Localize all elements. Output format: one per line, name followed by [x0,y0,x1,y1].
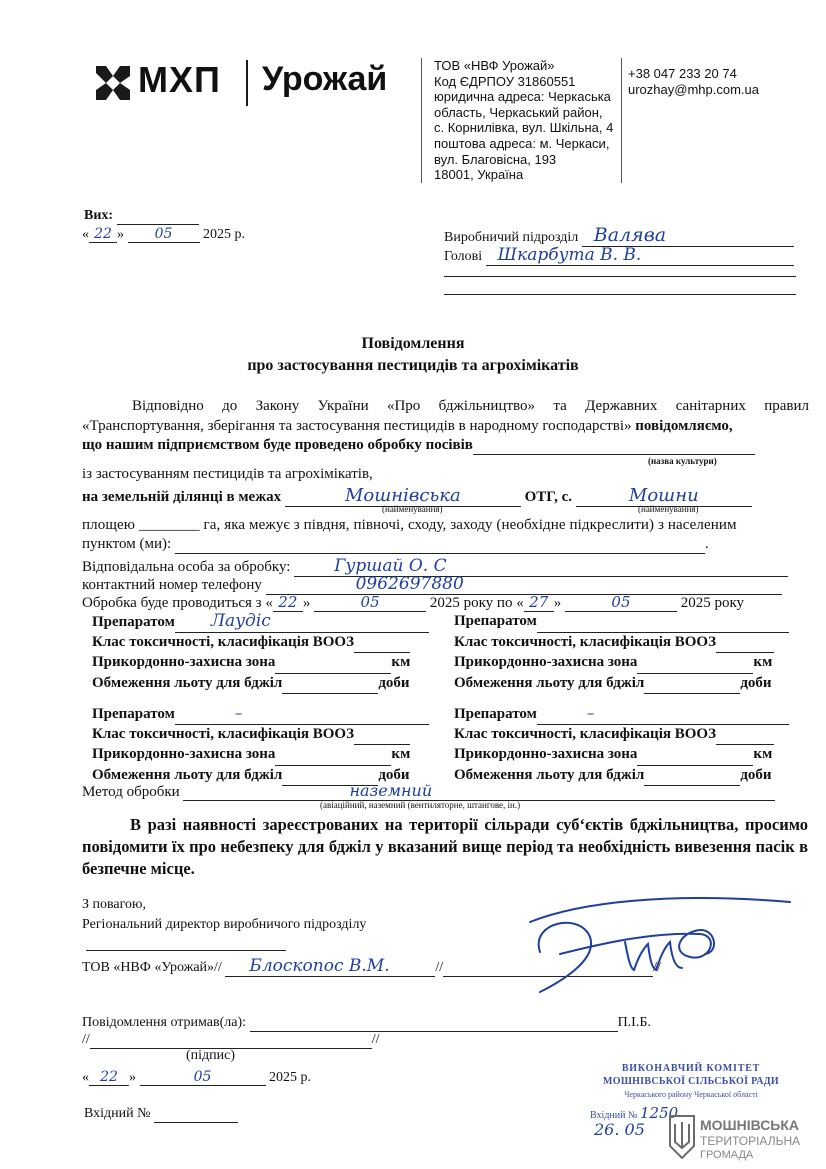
zone-label: Прикордонно-захисна зона [92,654,276,670]
director-position: Регіональний директор виробничого підрозділу [82,917,367,932]
stamp-line-2: МОШНІВСЬКОЇ СІЛЬСЬКОЇ РАДИ [603,1076,779,1087]
period-label: Обробка буде проводиться з « [82,595,273,611]
tox-label: Клас токсичності, класифікація ВООЗ [92,725,354,742]
method-hint: (авіаційний, наземний (вентиляторне, штангове, ін.) [320,800,521,810]
signature-top-line [86,950,286,951]
addressee-line [444,276,796,277]
land-hint: (найменування) [382,504,443,514]
phone-value: 0962697880 [266,574,782,595]
registration-stamp [588,1062,794,1101]
pib-label: П.І.Б. [617,1015,651,1030]
company-line: поштова адреса: м. Черкаси, [434,135,610,151]
area-line: площею ________ га, яка межує з півдня, півночі, сходу, заходу (необхідне підкреслити) з населеним [82,517,737,533]
zone-label: Прикордонно-захисна зона [92,746,276,762]
stamp-date: 26. 05 [594,1120,645,1139]
method-label: Метод обробки [82,784,180,800]
unit-label: Виробничий підрозділ [444,230,579,245]
slash: // [435,960,444,975]
received-month: 05 [140,1069,266,1086]
incoming-line [84,1106,238,1123]
stamp-in-label: Вхідний № [590,1110,638,1121]
settlement-line: пунктом (ми): . [82,536,709,552]
stamp-in-value: 1250 [640,1104,679,1122]
zone-label: Прикордонно-захисна зона [454,654,638,670]
period-mid: 2025 року по « [429,595,524,611]
company-line: Код ЄДРПОУ 31860551 [434,73,576,89]
body-p1-line3 [82,437,755,455]
body-p1-line1: Відповідно до Закону України «Про бджільництво» та Державних санітарних правил [132,398,809,414]
phone-label: контактний номер телефону [82,577,262,593]
km-unit: км [391,746,411,762]
phone-line [82,574,782,595]
logo-mhp: МХП [138,59,221,100]
land-value: Мошнівська [285,485,521,507]
outgoing-label: Вих: [84,208,114,223]
period-line: Обробка буде проводиться з « 22 » 05 2025 року по « 27 » 05 2025 року [82,593,745,611]
prep1-value: Лаудіс [175,612,429,633]
header-divider-2 [621,58,622,183]
zone-label: Прикордонно-захисна зона [454,746,638,762]
settlement-label: пунктом (ми): [82,536,172,552]
limit-label: Обмеження льоту для бджіл [92,674,283,691]
period-end: 2025 року [680,595,745,611]
village-value: Мошни [576,485,752,507]
prep2-value: – [175,704,429,725]
tox-label: Клас токсичності, класифікація ВООЗ [454,633,716,650]
tox-label: Клас токсичності, класифікація ВООЗ [92,633,354,650]
otg-label: ОТГ, с. [524,489,573,505]
prep-label: Препаратом [92,614,175,630]
crop-label: що нашим підприємством буде проведено обробку посівів [82,437,473,453]
org-name: ТОВ «НВФ «Урожай»// [82,960,222,975]
logo-urozhay: Урожай [262,60,388,98]
responsible-value: Гуршай О. С [294,556,788,577]
prep-block-1-right [454,612,789,694]
company-phone: +38 047 233 20 74 [628,66,737,81]
period-from-month: 05 [314,593,426,612]
received-day: 22 [89,1069,129,1086]
stamp-line-1: ВИКОНАВЧИЙ КОМІТЕТ [621,1063,761,1074]
method-line [82,781,775,801]
slash: // [653,960,661,975]
crop-hint: (назва культури) [648,456,717,466]
limit-label: Обмеження льоту для бджіл [454,766,645,783]
outgoing-month: 05 [128,226,200,243]
days-unit: доби [740,674,772,691]
received-line [82,1015,651,1032]
title-line-1: Повідомлення [361,335,465,352]
addressee-head [444,245,794,266]
prep-block-1-left [92,612,429,694]
agro-line: із застосуванням пестицидів та агрохімікатів, [82,466,373,482]
watermark-line-1: МОШНІВСЬКА [700,1117,800,1133]
km-unit: км [753,746,773,762]
logo-divider [246,60,248,106]
prep-label: Препаратом [92,706,175,722]
outgoing-day: 22 [89,226,117,243]
windmill-logo-icon [92,62,134,104]
company-line: ТОВ «НВФ Урожай» [434,58,555,73]
km-unit: км [391,654,411,670]
period-to-month: 05 [565,593,677,612]
received-date: « 22 » 05 2025 р. [82,1069,311,1085]
outgoing-number [84,208,199,225]
prep-label: Препаратом [454,613,537,629]
head-label: Голові [444,249,483,264]
stamp-line-3: Черкаського району Черкаської області [624,1090,758,1099]
watermark-line-2: ТЕРИТОРІАЛЬНА [700,1134,801,1148]
regards: З повагою, [82,897,146,912]
period-from-day: 22 [273,593,303,612]
days-unit: доби [378,766,410,783]
header-divider-1 [421,58,422,183]
notify-word: повідомляємо, [635,418,733,434]
doc-title [0,333,826,377]
received-label: Повідомлення отримав(ла): [82,1015,247,1030]
days-unit: доби [740,766,772,783]
received-year: 2025 р. [269,1070,311,1085]
responsible-label: Відповідальна особа за обробку: [82,559,291,575]
handwritten-signature-icon [500,882,800,1012]
company-email: urozhay@mhp.com.ua [628,82,759,97]
company-line: 18001, Україна [434,167,524,183]
sign-hint: (підпис) [186,1048,236,1063]
km-unit: км [753,654,773,670]
head-value: Шкарбута В. В. [486,245,794,266]
days-unit: доби [378,674,410,691]
period-to-day: 27 [524,593,554,612]
prep3-value: – [537,704,789,725]
title-line-2: про застосування пестицидів та агрохімікатів [247,357,579,374]
incoming-label: Вхідний № [84,1106,151,1121]
addressee-line [444,294,796,295]
trident-emblem-icon [668,1114,696,1160]
company-line: область, Черкаський район, [434,104,603,120]
body-p1-line2 [82,418,733,435]
company-line: с. Корнилівка, вул. Шкільна, 4 [434,120,614,136]
village-hint: (найменування) [638,504,699,514]
prep-label: Препаратом [454,706,537,722]
limit-label: Обмеження льоту для бджіл [92,766,283,783]
unit-value: Валява [582,224,794,247]
law-reference: «Транспортування, зберігання та застосування пестицидів в народному господарстві» [82,418,632,434]
received-sign-line: // // [82,1032,380,1047]
outgoing-date: « 22 » 05 2025 р. [82,226,245,242]
company-line: юридична адреса: Черкаська [434,89,611,105]
tox-label: Клас токсичності, класифікація ВООЗ [454,725,716,742]
addressee-unit [444,224,794,247]
land-label: на земельній ділянці в межах [82,489,282,505]
watermark-line-3: ГРОМАДА [700,1149,754,1161]
director-name: Блоскопос В.М. [225,956,435,977]
method-value: наземний [183,781,775,801]
prep-block-2-left [92,704,429,786]
company-details [434,58,613,183]
prep-block-2-right [454,704,789,786]
company-contacts [628,66,759,98]
limit-label: Обмеження льоту для бджіл [454,674,645,691]
outgoing-year: 2025 р. [203,227,245,242]
company-line: вул. Благовісна, 193 [434,151,557,167]
warning-paragraph: В разі наявності зареєстрованих на території сільради суб‘єктів бджільництва, просимо повідомити їх про небезпеку для бджіл у вказаний вище період та необхідність вивезення пасік в безпечне місце. [82,815,808,878]
